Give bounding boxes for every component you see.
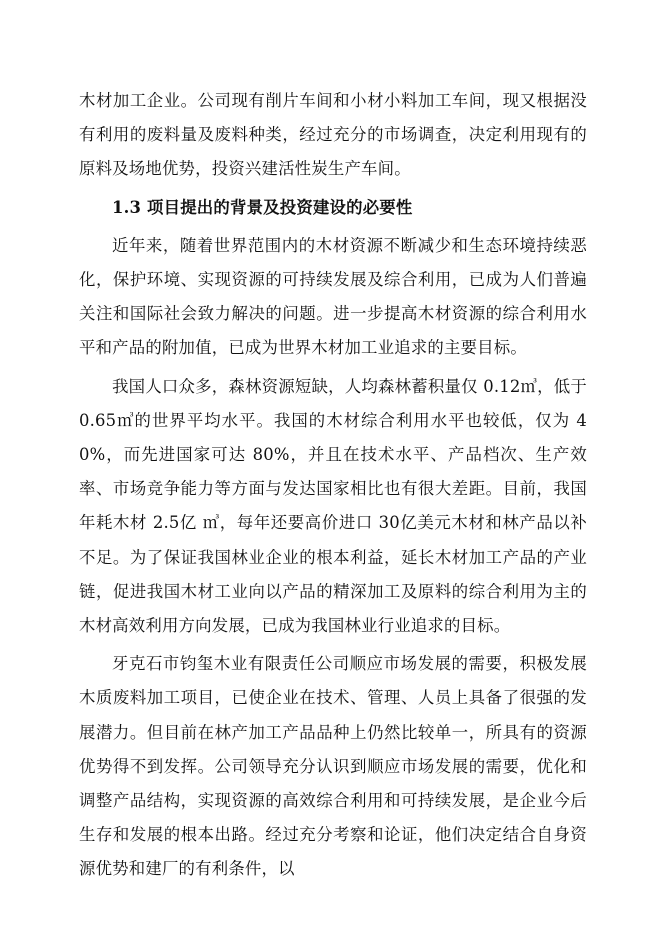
paragraph-company: 牙克石市钧玺木业有限责任公司顺应市场发展的需要，积极发展木质废料加工项目，已使企业在技术、管理、人员上具备了很强的发展潜力。但目前在林产加工产品品种上仍然比较单一，所具有的资源优势得不到发挥。公司领导充分认识到顺应市场发展的需要，优化和调整产品结构，实现资源的高效综合利用和可持续发展，是企业今后生存和发展的根本出路。经过充分考察和论证，他们决定结合自身资源优势和建厂的有利条件，以: [79, 654, 587, 879]
section-heading: 1.3 项目提出的背景及投资建设的必要性: [112, 197, 413, 217]
document-body: [79, 84, 587, 887]
paragraph-china-forestry: 我国人口众多，森林资源短缺，人均森林蓄积量仅 0.12㎥，低于 0.65㎥的世界平均水平。我国的木材综合利用水平也较低，仅为 40%，而先进国家可达 80%，并且在技术水平、产品档次、生产效率、市场竞争能力等方面与发达国家相比也有很大差距。目前，我国年耗木材 2.5亿 ㎥，每年还要高价进口 30亿美元木材和林产品以补不足。为了保证我国林业企业的根本利益，延长木材加工产品的产业链，促进我国木材工业向以产品的精深加工及原料的综合利用为主的木材高效利用方向发展，已成为我国林业行业追求的目标。: [79, 376, 587, 636]
paragraph-continuation: 木材加工企业。公司现有削片车间和小材小料加工车间，现又根据没有利用的废料量及废料种类，经过充分的市场调查，决定利用现有的原料及场地优势，投资兴建活性炭生产车间。: [79, 91, 587, 179]
paragraph-background: 近年来，随着世界范围内的木材资源不断减少和生态环境持续恶化，保护环境、实现资源的可持续发展及综合利用，已成为人们普遍关注和国际社会致力解决的问题。进一步提高木材资源的综合利用水平和产品的附加值，已成为世界木材加工业追求的主要目标。: [79, 235, 587, 358]
